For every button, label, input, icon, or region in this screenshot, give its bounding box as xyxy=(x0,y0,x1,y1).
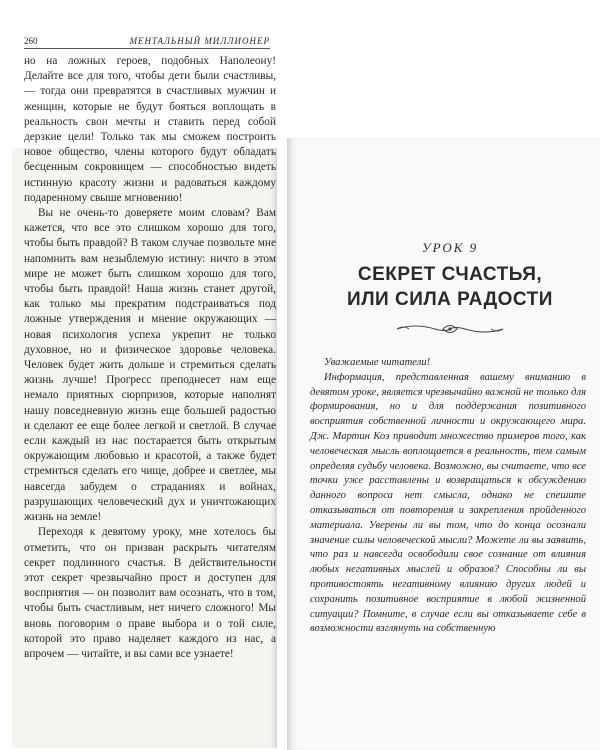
right-page-body xyxy=(310,356,586,637)
chapter-title xyxy=(300,262,600,312)
left-page-body xyxy=(24,54,276,662)
left-paragraph-1: но на ложных героев, подобных Наполеону! Делайте все для того, чтобы дети были счастливы, — тогда они превратятся в счастливых мужчин и женщин, которые не будут бояться воплощать в реальность свои мечты и ставить перед собой дерзкие цели! Только так мы сможем построить новое общество, члены которого будут обладать бесценным сокровищем — способностью видеть истинную красоту жизни и радоваться каждому подаренному свыше мгновению! xyxy=(24,55,276,204)
page-number: 260 xyxy=(24,36,38,46)
right-paragraph-1: Информация, представленная вашему вниманию в девятом уроке, является чрезвычайно важной не только для формирования, но и для поддержания позитивного восприятия собственной личности и окружающего мира. Дж. Мартин Коэ приводит множество примеров того, как человеческая мысль воплощается в реальность, тем самым определяя судьбу человека. Возможно, вы считаете, что все точки уже расставлены и возвращаться к обсуждению данного вопроса нет смысла, однако не спешите отказываться от повторения и закрепления пройденного материала. Уверены ли вы том, что до конца осознали значение силы человеческой мысли? Можете ли вы заявить, что раз и навсегда освободили свое сознание от влияния любых негативных мыслей и образов? Способны ли вы противостоять негативному влиянию других людей и сохранить позитивное восприятие в любой жизненной ситуации? Помните, в случае если вы отказываете себе в возможности взглянуть на собственную xyxy=(310,371,586,635)
chapter-title-line-2: ИЛИ СИЛА РАДОСТИ xyxy=(347,289,553,310)
left-paragraph-3: Переходя к девятому уроку, мне хотелось бы отметить, что он призван раскрыть читателям секрет подлинного счастья. В действительности этот секрет чрезвычайно прост и доступен для восприятия — он позволит вам осознать, что в том, чтобы быть счастливым, нет ничего сложного! Мы вновь поговорим о праве выбора и о той силе, которой это право наделяет каждого из нас, а впрочем — читайте, и вы сами все узнаете! xyxy=(24,526,276,660)
left-paragraph-2: Вы не очень-то доверяете моим словам? Вам кажется, что все это слишком хорошо для того, чтобы быть правдой? В таком случае позвольте мне напомнить вам незыблемую истину: ничто в этом мире не может быть слишком хорошо для того, чтобы быть правдой! Наша жизнь станет другой, как только мы прекратим подстраиваться под ложные утверждения и мнение окружающих — новая психология успеха укрепит не только духовное, но и физическое здоровье человека. Человек будет жить дольше и стремиться сделать жизнь лучше! Прогресс преподнесет нам еще немало приятных сюрпризов, которые наполнят нашу повседневную жизнь еще большей радостью и сделают ее еще более легкой и светлой. В случае если каждый из нас постарается быть открытым окружающим любовью и красотой, а также будет стремиться сделать его чище, добрее и светлее, мы навсегда забудем о страданиях и войнах, разрушающих человеческий дух и уничтожающих жизнь на земле! xyxy=(24,207,276,524)
greeting: Уважаемые читатели! xyxy=(324,357,431,368)
running-head xyxy=(24,36,270,49)
lesson-label: УРОК 9 xyxy=(421,240,479,255)
decorative-ornament-icon xyxy=(395,321,505,337)
running-head-title: МЕНТАЛЬНЫЙ МИЛЛИОНЕР xyxy=(129,36,270,46)
chapter-title-line-1: СЕКРЕТ СЧАСТЬЯ, xyxy=(357,264,543,285)
